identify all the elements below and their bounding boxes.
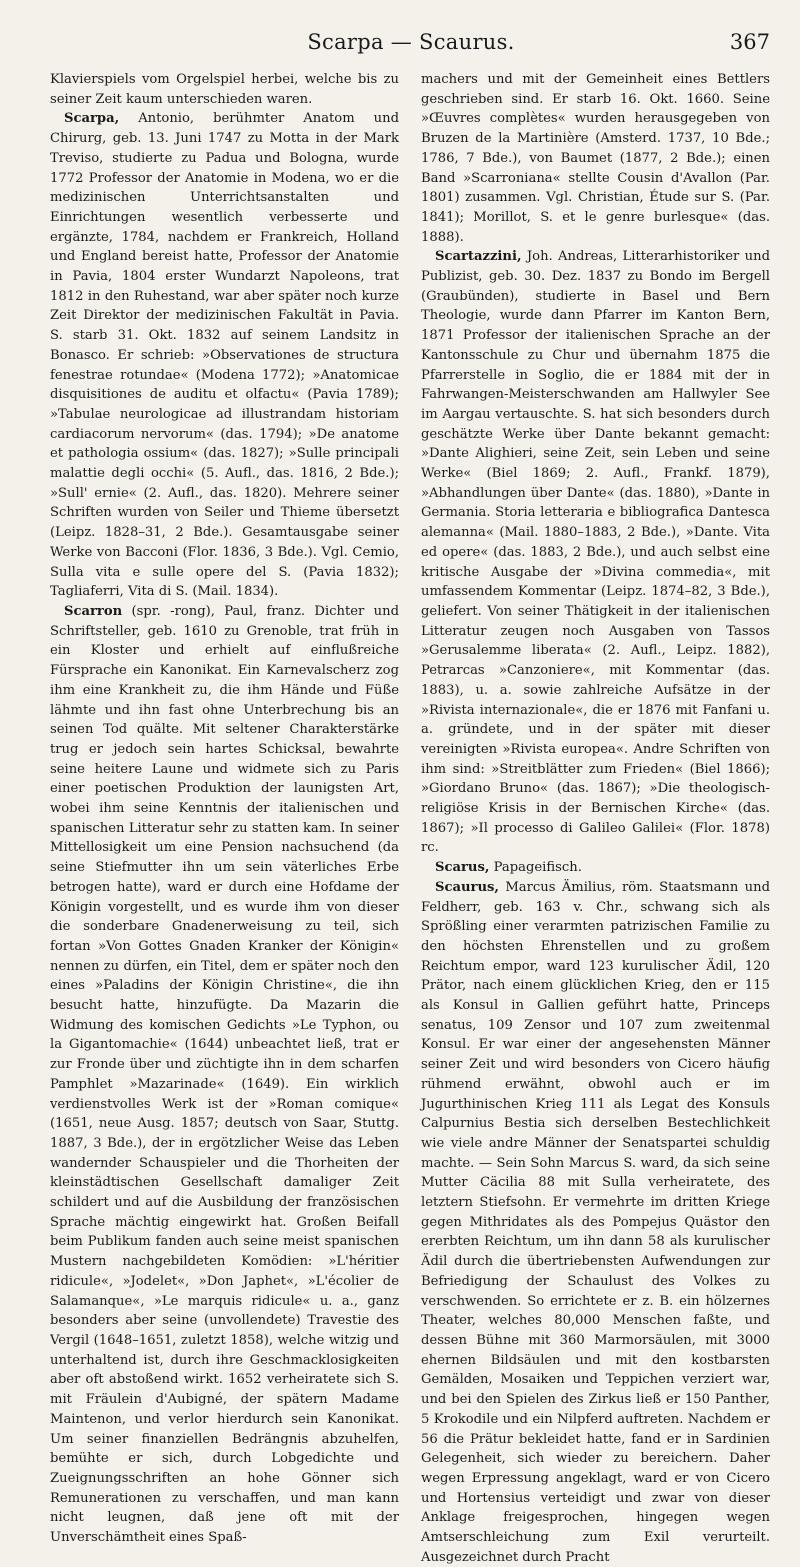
entry-scaurus xyxy=(421,878,770,1567)
entry-text: Marcus Ämilius, röm. Staatsmann und Feldherr, geb. 163 v. Chr., schwang sich als Sprößling einer verarmten patrizischen Familie zu den höchsten Ehrenstellen und zu großem Reichtum empor, ward 123 kurulischer Ädil, 120 Prätor, nach einem glücklichen Krieg, den er 115 als Konsul in Gallien geführt hatte, Princeps senatus, 109 Zensor und 107 zum zweitenmal Konsul. Er war einer der angesehensten Männer seiner Zeit und wird besonders von Cicero häufig rühmend erwähnt, obwohl auch er im Jugurthinischen Krieg 111 als Legat des Konsuls Calpurnius Bestia sich derselben Bestechlichkeit wie viele andre Männer der Senatspartei schuldig machte. — Sein Sohn Marcus S. ward, da sich seine Mutter Cäcilia 88 mit Sulla verheiratete, des letztern Stiefsohn. Er vermehrte im dritten Kriege gegen Mithridates als des Pompejus Quästor den ererbten Reichtum, um ihn dann 58 als kurulischer Ädil durch die übertriebensten Aufwendungen zur Befriedigung der Schaulust des Volkes zu verschwenden. So errichtete er z. B. ein hölzernes Theater, welches 80,000 Menschen faßte, und dessen Bühne mit 360 Marmorsäulen, mit 3000 ehernen Bildsäulen und mit den kostbarsten Gemälden, Mosaiken und Teppichen verziert war, und bei den Spielen des Zirkus ließ er 150 Panther, 5 Krokodile und ein Nilpferd auftreten. Nachdem er 56 die Prätur bekleidet hatte, fand er in Sardinien Gelegenheit, sich wieder zu bereichern. Daher wegen Erpressung angeklagt, ward er von Cicero und Hortensius verteidigt und zwar von dieser Anklage freigesprochen, hingegen wegen Amtserschleichung zum Exil verurteilt. Ausgezeichnet durch Pracht xyxy=(421,879,770,1565)
entry-scarus xyxy=(421,858,770,878)
entry-text: (spr. -rong), Paul, franz. Dichter und Schriftsteller, geb. 1610 zu Grenoble, trat früh in ein Kloster und erhielt auf einflußreiche Fürsprache ein Kanonikat. Ein Karnevalscherz zog ihm eine Krankheit zu, die ihm Hände und Füße lähmte und ihn fast ohne Unterbrechung bis an seinen Tod quälte. Mit seltener Charakterstärke trug er jedoch sein hartes Schicksal, bewahrte seine heitere Laune und widmete sich zu Paris einer poetischen Produktion der launigsten Art, wobei ihm seine Kenntnis der italienischen und spanischen Litteratur sehr zu statten kam. In seiner Mittellosigkeit um eine Pension nachsuchend (da seine Stiefmutter ihn um sein väterliches Erbe betrogen hatte), ward er durch eine Hofdame der Königin vorgestellt, und es wurde ihm von dieser die sonderbare Gnadenerweisung zu teil, sich fortan »Von Gottes Gnaden Kranker der Königin« nennen zu dürfen, ein Titel, dem er später noch den eines »Paladins der Königin Christine«, die ihn besucht hatte, hinzufügte. Da Mazarin die Widmung des komischen Gedichts »Le Typhon, ou la Gigantomachie« (1644) unbeachtet ließ, trat er zur Fronde über und züchtigte ihn in dem scharfen Pamphlet »Mazarinade« (1649). Ein wirklich verdienstvolles Werk ist der »Roman comique« (1651, neue Ausg. 1857; deutsch von Saar, Stuttg. 1887, 3 Bde.), der in ergötzlicher Weise das Leben wandernder Schauspieler und die Thorheiten der kleinstädtischen Gesellschaft damaliger Zeit schildert und auf die Ausbildung der französischen Sprache mächtig eingewirkt hat. Großen Beifall beim Publikum fanden auch seine meist spanischen Mustern nachgebildeten Komödien: »L'héritier ridicule«, »Jodelet«, »Don Japhet«, »L'écolier de Salamanque«, »Le marquis ridicule« u. a., ganz besonders aber seine (unvollendete) Travestie des Vergil (1648–1651, zuletzt 1858), welche witzig und unterhaltend ist, durch ihre Geschmacklosigkeiten aber oft abstoßend wirkt. 1652 verheiratete sich S. mit Fräulein d'Aubigné, der spätern Madame Maintenon, und verlor hierdurch sein Kanonikat. Um seiner finanziellen Bedrängnis abzuhelfen, bemühte er sich, durch Lobgedichte und Zueignungsschriften an hohe Gönner sich Remunerationen zu verschaffen, und man kann nicht leugnen, daß jene oft mit der Unverschämtheit eines Spaß- xyxy=(50,603,399,1546)
entry-continuation xyxy=(50,70,399,109)
left-column xyxy=(50,70,399,1546)
entry-lemma: Scarus, xyxy=(435,860,490,876)
entry-text: machers und mit der Gemeinheit eines Bettlers geschrieben sind. Er starb 16. Okt. 1660. Seine »Œuvres complètes« wurden herausgegeben von Bruzen de la Martinière (Amsterd. 1737, 10 Bde.; 1786, 7 Bde.), von Baumet (1877, 2 Bde.); einen Band »Scarroniana« stellte Cousin d'Avallon (Par. 1801) zusammen. Vgl. Christian, Étude sur S. (Par. 1841); Morillot, S. et le genre burlesque« (das. 1888). xyxy=(421,72,770,245)
text-columns xyxy=(50,70,770,1565)
page-header xyxy=(52,30,770,70)
right-column xyxy=(421,70,770,1565)
running-head: Scarpa — Scaurus. xyxy=(307,30,515,54)
entry-continuation xyxy=(421,70,770,247)
entry-text: Antonio, berühmter Anatom und Chirurg, geb. 13. Juni 1747 zu Motta in der Mark Treviso, studierte zu Padua und Bologna, wurde 1772 Professor der Anatomie in Modena, wo er die medizinischen Unterrichtsanstalten und Einrichtungen wesentlich verbesserte und ergänzte, 1784, nachdem er Frankreich, Holland und England bereist hatte, Professor der Anatomie in Pavia, 1804 erster Wundarzt Napoleons, trat 1812 in den Ruhestand, war aber später noch kurze Zeit Direktor der medizinischen Fakultät in Pavia. S. starb 31. Okt. 1832 auf seinem Landsitz in Bonasco. Er schrieb: »Observationes de structura fenestrae rotundae« (Modena 1772); »Anatomicae disquisitiones de auditu et olfactu« (Pavia 1789); »Tabulae neurologicae ad illustrandam historiam cardiacorum nervorum« (das. 1794); »De anatome et pathologia ossium« (das. 1827); »Sulle principali malattie degli occhi« (5. Aufl., das. 1816, 2 Bde.); »Sull' ernie« (2. Aufl., das. 1820). Mehrere seiner Schriften wurden von Seiler und Thieme übersetzt (Leipz. 1828–31, 2 Bde.). Gesamtausgabe seiner Werke von Bacconi (Flor. 1836, 3 Bde.). Vgl. Cemio, Sulla vita e sulle opere del S. (Pavia 1832); Tagliaferri, Vita di S. (Mail. 1834). xyxy=(50,111,399,600)
entry-scarron xyxy=(50,602,399,1548)
entry-lemma: Scarpa, xyxy=(64,111,120,127)
entry-lemma: Scartazzini, xyxy=(435,249,522,265)
entry-text: Klavierspiels vom Orgelspiel herbei, welche bis zu seiner Zeit kaum unterschieden waren. xyxy=(50,72,399,107)
entry-lemma: Scarron xyxy=(64,603,123,619)
entry-text: Papageifisch. xyxy=(489,860,582,876)
page-number: 367 xyxy=(729,30,770,54)
entry-scartazzini xyxy=(421,247,770,858)
entry-lemma: Scaurus, xyxy=(435,879,500,895)
entry-scarpa xyxy=(50,109,399,602)
entry-text: Joh. Andreas, Litterarhistoriker und Publizist, geb. 30. Dez. 1837 zu Bondo im Bergell (Graubünden), studierte in Basel und Bern Theologie, wurde dann Pfarrer im Kanton Bern, 1871 Professor der italienischen Sprache an der Kantonsschule zu Chur und übernahm 1875 die Pfarrerstelle in Soglio, die er 1884 mit der in Fahrwangen-Meisterschwanden am Hallwyler See im Aargau vertauschte. S. hat sich besonders durch geschätzte Werke über Dante bekannt gemacht: »Dante Alighieri, seine Zeit, sein Leben und seine Werke« (Biel 1869; 2. Aufl., Frankf. 1879), »Abhandlungen über Dante« (das. 1880), »Dante in Germania. Storia letteraria e bibliografica Dantesca alemanna« (Mail. 1880–1883, 2 Bde.), »Dante. Vita ed opere« (das. 1883, 2 Bde.), und auch selbst eine kritische Ausgabe der »Divina commedia«, mit umfassendem Kommentar (Leipz. 1874–82, 3 Bde.), geliefert. Von seiner Thätigkeit in der italienischen Litteratur zeugen noch Ausgaben von Tassos »Gerusalemme liberata« (2. Aufl., Leipz. 1882), Petrarcas »Canzoniere«, mit Kommentar (das. 1883), u. a. sowie zahlreiche Aufsätze in der »Rivista internazionale«, die er 1876 mit Fanfani u. a. gründete, und in der später mit dieser vereinigten »Rivista europea«. Andre Schriften von ihm sind: »Streitblätter zum Frieden« (Biel 1866); »Giordano Bruno« (das. 1867); »Die theologisch-religiöse Krisis in der Bernischen Kirche« (das. 1867); »Il processo di Galileo Galilei« (Flor. 1878) rc. xyxy=(421,249,770,856)
